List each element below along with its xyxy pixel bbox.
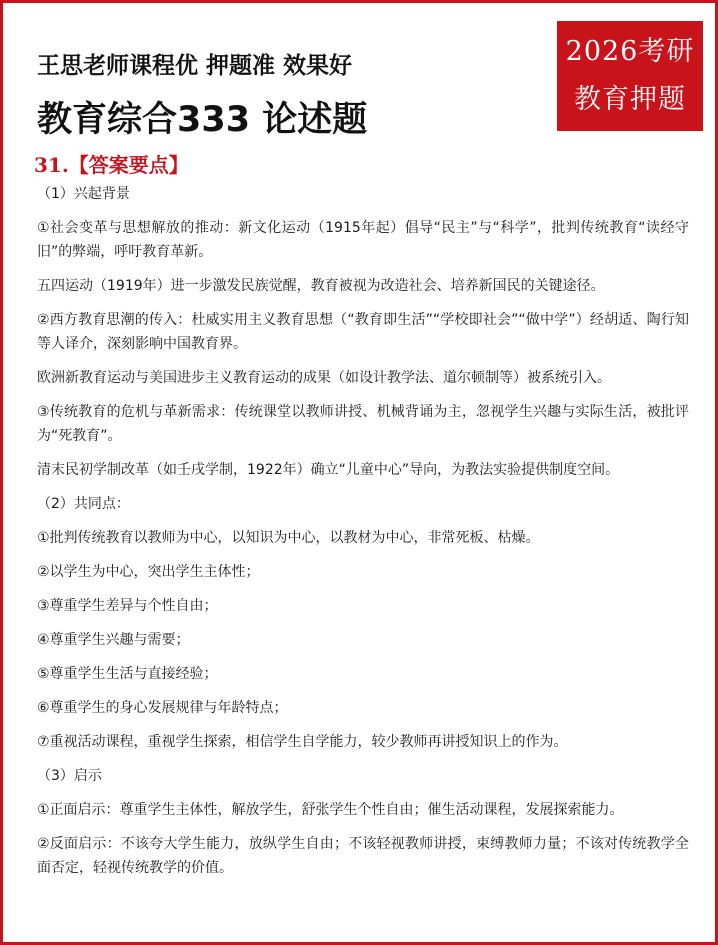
exam-badge <box>557 21 703 131</box>
paragraph: ①社会变革与思想解放的推动：新文化运动（1915年起）倡导“民主”与“科学”，批判传统教育“读经守旧”的弊端，呼吁教育革新。 <box>37 220 689 260</box>
paragraph: 欧洲新教育运动与美国进步主义教育运动的成果（如设计教学法、道尔顿制等）被系统引入。 <box>37 370 611 386</box>
section-title-background: （1）兴起背景 <box>37 186 130 202</box>
paragraph: ②以学生为中心，突出学生主体性； <box>37 564 260 580</box>
page-title: 教育综合333 论述题 <box>37 100 368 140</box>
paragraph: ③传统教育的危机与革新需求：传统课堂以教师讲授、机械背诵为主，忽视学生兴趣与实际生活，被批评为“死教育”。 <box>37 404 689 444</box>
paragraph: ②西方教育思潮的传入：杜威实用主义教育思想（“教育即生活”“学校即社会”“做中学”）经胡适、陶行知等人译介，深刻影响中国教育界。 <box>37 312 689 352</box>
question-heading: 31.【答案要点】 <box>34 153 189 177</box>
paragraph: ③尊重学生差异与个性自由； <box>37 598 218 614</box>
paragraph: ⑦重视活动课程，重视学生探索，相信学生自学能力，较少教师再讲授知识上的作为。 <box>37 734 568 750</box>
paragraph: ②反面启示：不该夸大学生能力，放纵学生自由；不该轻视教师讲授，束缚教师力量；不该对传统教学全面否定，轻视传统教学的价值。 <box>37 836 689 876</box>
section-title-common-points: （2）共同点： <box>37 496 130 512</box>
paragraph: ⑥尊重学生的身心发展规律与年龄特点； <box>37 700 288 716</box>
badge-line-year: 2026考研 <box>565 36 695 67</box>
slogan: 王思老师课程优 押题准 效果好 <box>37 53 353 79</box>
badge-line-topic: 教育押题 <box>574 84 686 115</box>
paragraph: 清末民初学制改革（如壬戌学制，1922年）确立“儿童中心”导向，为教法实验提供制度空间。 <box>37 462 620 478</box>
paragraph: ①正面启示：尊重学生主体性，解放学生，舒张学生个性自由；催生活动课程，发展探索能力。 <box>37 802 624 818</box>
paragraph: ①批判传统教育以教师为中心，以知识为中心，以教材为中心，非常死板、枯燥。 <box>37 530 540 546</box>
header <box>3 3 715 148</box>
paragraph: ⑤尊重学生生活与直接经验； <box>37 666 218 682</box>
paragraph: 五四运动（1919年）进一步激发民族觉醒，教育被视为改造社会、培养新国民的关键途径。 <box>37 278 605 294</box>
answer-content <box>37 182 689 890</box>
paragraph: ④尊重学生兴趣与需要； <box>37 632 190 648</box>
section-title-implications: （3）启示 <box>37 768 102 784</box>
